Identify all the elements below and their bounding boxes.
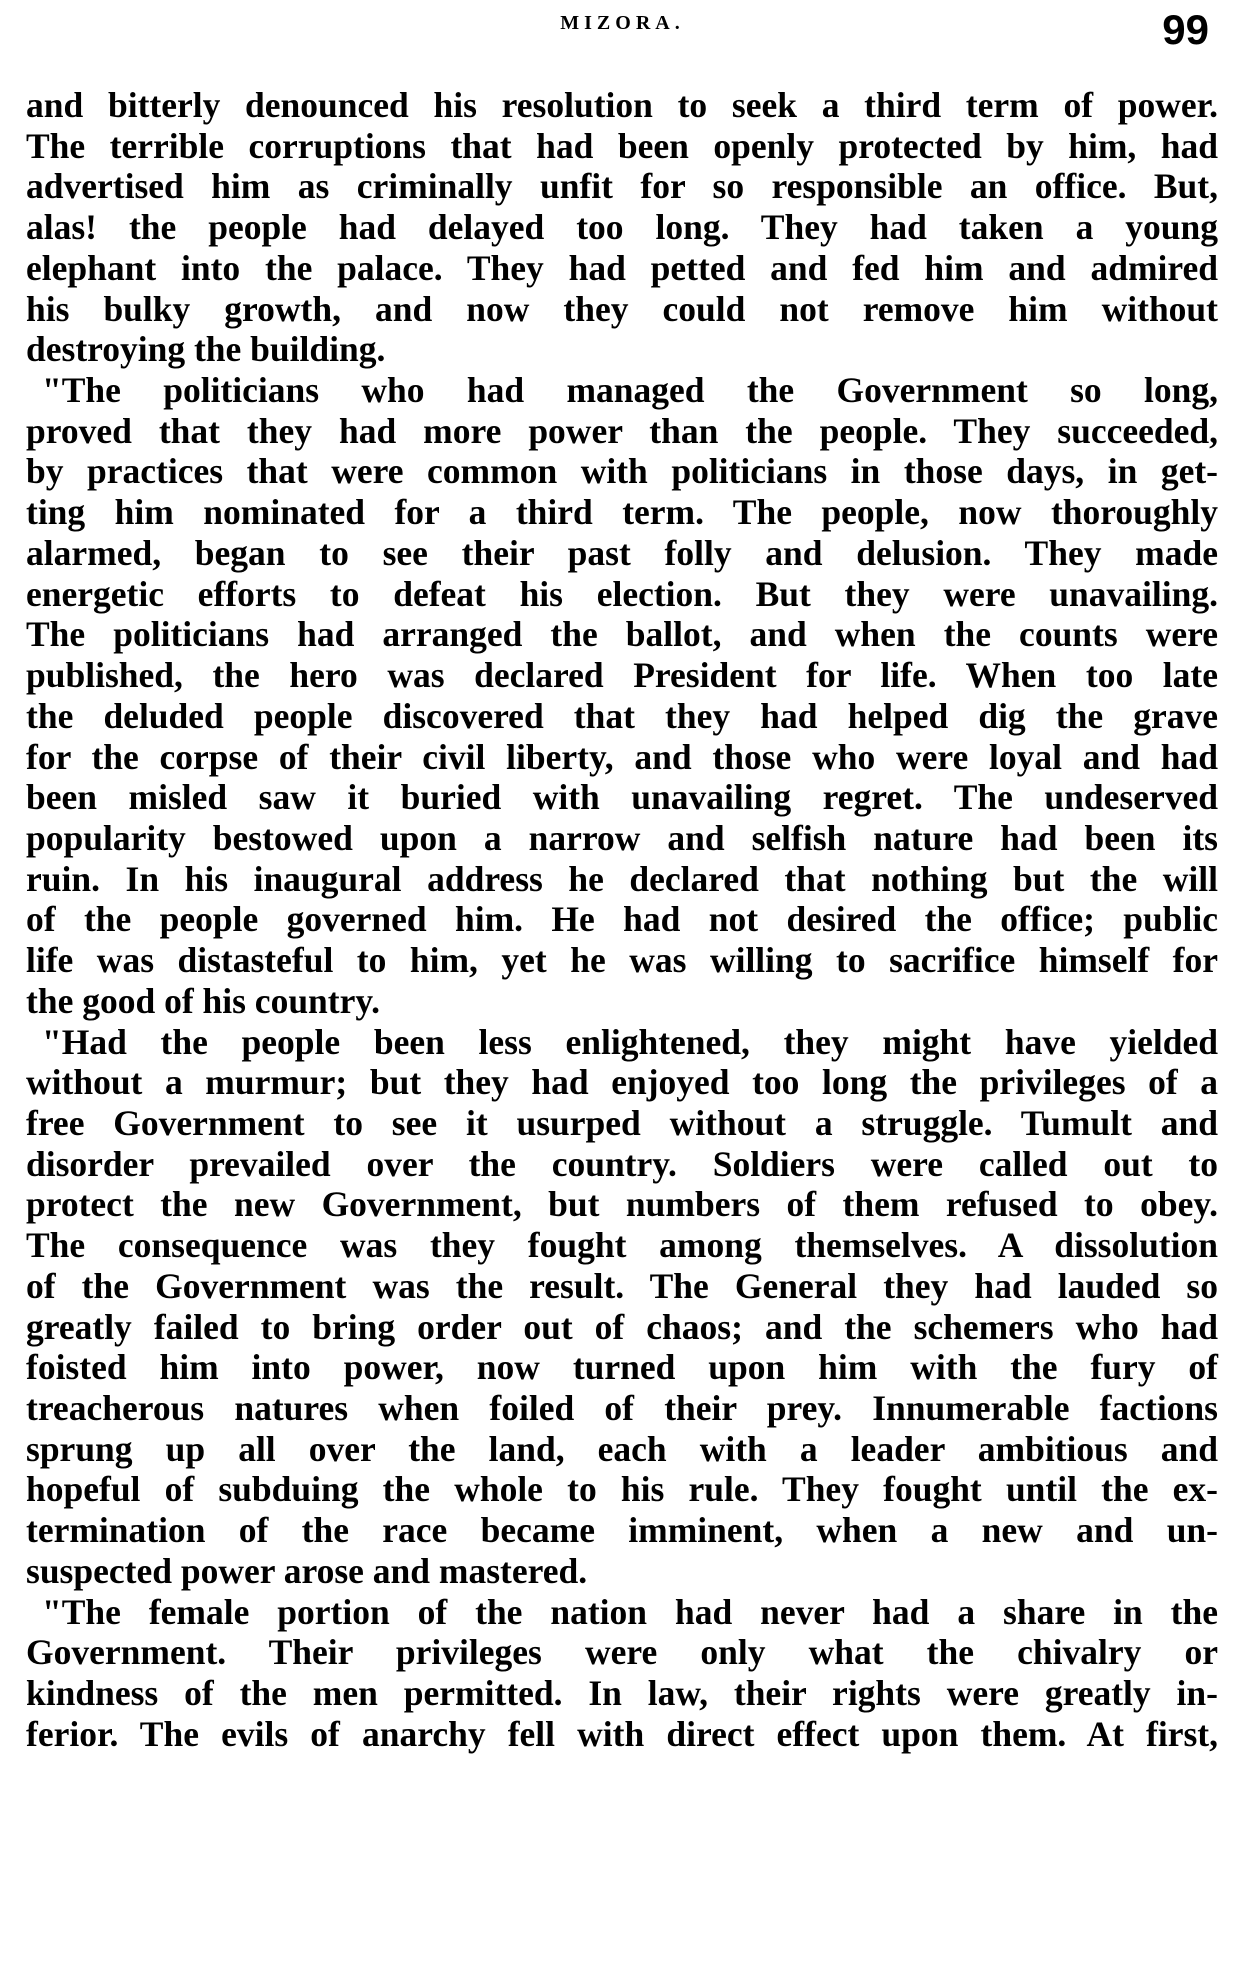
page-number: 99	[1162, 6, 1209, 53]
text-line: ferior. The evils of anarchy fell with direct effect upon them. At first,	[26, 1713, 1218, 1754]
text-line: of the Government was the result. The General they had lauded so	[26, 1265, 1218, 1306]
text-line: protect the new Government, but numbers of them refused to obey.	[26, 1184, 1218, 1225]
text-line: disorder prevailed over the country. Soldiers were called out to	[26, 1143, 1218, 1184]
text-line: and bitterly denounced his resolution to seek a third term of power.	[26, 85, 1218, 125]
text-line: life was distasteful to him, yet he was willing to sacrifice himself for	[26, 940, 1218, 981]
text-line: free Government to see it usurped without a struggle. Tumult and	[26, 1102, 1218, 1143]
text-line: sprung up all over the land, each with a leader ambitious and	[26, 1428, 1218, 1469]
text-line: been misled saw it buried with unavailing regret. The undeserved	[26, 777, 1218, 818]
text-line: greatly failed to bring order out of chaos; and the schemers who had	[26, 1306, 1218, 1347]
running-title: MIZORA.	[560, 12, 685, 34]
text-line: termination of the race became imminent, when a new and un-	[26, 1510, 1218, 1551]
text-line: by practices that were common with politicians in those days, in get-	[26, 451, 1218, 492]
text-line: ting him nominated for a third term. The people, now thoroughly	[26, 492, 1218, 533]
text-line: energetic efforts to defeat his election. But they were unavailing.	[26, 573, 1218, 614]
text-line: "Had the people been less enlightened, they might have yielded	[42, 1021, 1218, 1062]
text-line: published, the hero was declared President for life. When too late	[26, 655, 1218, 696]
text-line: of the people governed him. He had not desired the office; public	[26, 899, 1218, 940]
text-line: foisted him into power, now turned upon him with the fury of	[26, 1347, 1218, 1388]
text-line: The terrible corruptions that had been openly protected by him, had	[26, 125, 1218, 166]
text-line: The politicians had arranged the ballot, and when the counts were	[26, 614, 1218, 655]
text-line: proved that they had more power than the people. They succeeded,	[26, 410, 1218, 451]
text-line: suspected power arose and mastered.	[26, 1550, 588, 1591]
text-line: kindness of the men permitted. In law, their rights were greatly in-	[26, 1673, 1218, 1714]
text-line: hopeful of subduing the whole to his rule. They fought until the ex-	[26, 1469, 1218, 1510]
text-line: alarmed, began to see their past folly and delusion. They made	[26, 532, 1218, 573]
text-line: ruin. In his inaugural address he declared that nothing but the will	[26, 858, 1218, 899]
text-line: the good of his country.	[26, 980, 381, 1021]
text-line: his bulky growth, and now they could not remove him without	[26, 288, 1218, 329]
text-line: advertised him as criminally unfit for so responsible an office. But,	[26, 166, 1218, 207]
paragraph	[26, 85, 1218, 370]
text-line: popularity bestowed upon a narrow and selfish nature had been its	[26, 817, 1218, 858]
text-line: "The politicians who had managed the Government so long,	[42, 370, 1218, 411]
text-line: the deluded people discovered that they had helped dig the grave	[26, 695, 1218, 736]
paragraph	[26, 1592, 1218, 1755]
paragraph	[26, 370, 1218, 1022]
body-text	[26, 85, 1218, 1754]
text-line: The consequence was they fought among themselves. A dissolution	[26, 1225, 1218, 1266]
text-line: without a murmur; but they had enjoyed too long the privileges of a	[26, 1062, 1218, 1103]
text-line: Government. Their privileges were only what the chivalry or	[26, 1632, 1218, 1673]
text-line: for the corpse of their civil liberty, and those who were loyal and had	[26, 736, 1218, 777]
paragraph	[26, 1022, 1218, 1592]
text-line: elephant into the palace. They had petted and fed him and admired	[26, 247, 1218, 288]
text-line: alas! the people had delayed too long. They had taken a young	[26, 207, 1218, 248]
text-line: destroying the building.	[26, 329, 386, 370]
text-line: treacherous natures when foiled of their prey. Innumerable factions	[26, 1388, 1218, 1428]
text-line: "The female portion of the nation had never had a share in the	[42, 1591, 1218, 1632]
